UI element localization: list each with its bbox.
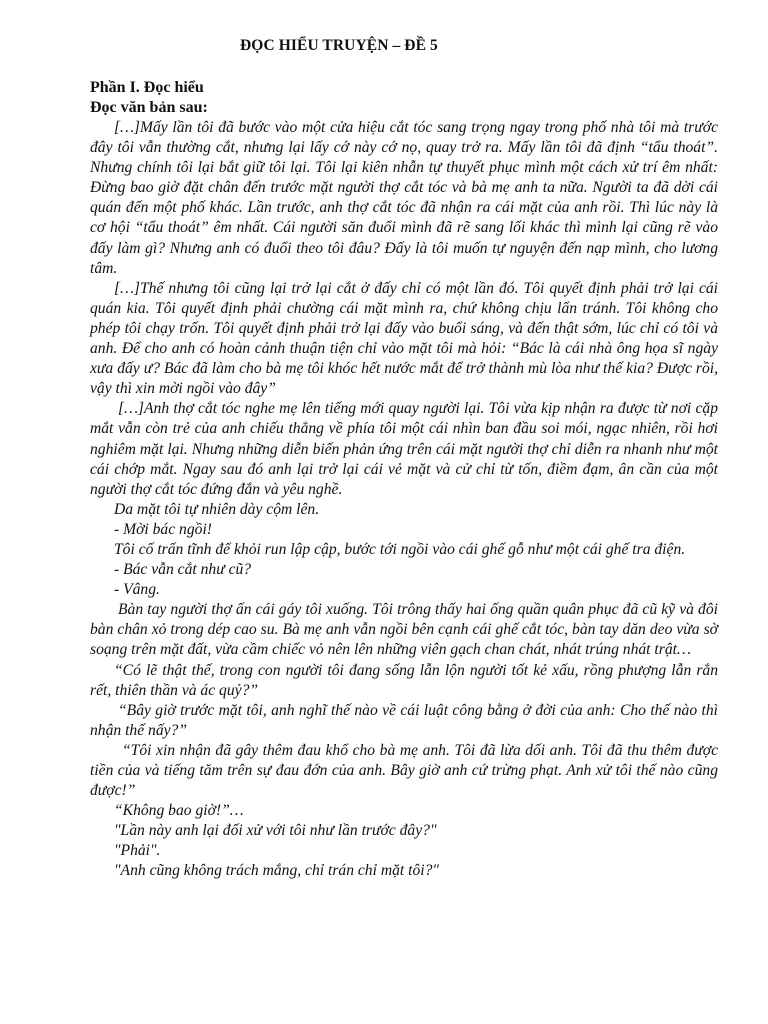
paragraph: "Phải". (114, 842, 161, 860)
paragraph: - Bác vẫn cắt như cũ? (114, 561, 252, 579)
paragraph: - Mời bác ngồi! (114, 520, 212, 538)
document-title: ĐỌC HIỂU TRUYỆN – ĐỀ 5 (240, 37, 438, 54)
paragraph: […]Mấy lần tôi đã bước vào một cửa hiệu cắt tóc sang trọng ngay trong phố nhà tôi mà trước đây tôi vẫn thường cắt, nhưng lại lấy cớ này cớ nọ, quay trở ra. Mấy lần tôi đã định “tẩu thoát”. Nhưng chính tôi lại bắt giữ tôi lại. Tôi lại kiên nhẫn tự thuyết phục mình một cách xử trí êm nhất: Đừng bao giờ đặt chân đến trước mặt người thợ cắt tóc và bà mẹ anh ta nữa. Người ta đã dời cái quán đến một phố khác. Lần trước, anh thợ cắt tóc đã nhận ra cái mặt của anh rồi. Thì lúc này là cơ hội “tẩu thoát” êm nhất. Cái người săn đuổi mình đã rẽ sang lối khác thì mình lại cũng rẽ vào đấy làm gì? Nhưng anh có đuổi theo tôi đâu? Đấy là tôi muốn tự nguyện đến nạp mình, cho lương tâm. (90, 119, 718, 277)
paragraph: “Không bao giờ!”… (114, 802, 244, 820)
paragraph: - Vâng. (114, 581, 160, 599)
paragraph: […]Anh thợ cắt tóc nghe mẹ lên tiếng mới quay người lại. Tôi vừa kịp nhận ra được từ nơi cặp mắt vẫn còn trẻ của anh chiếu thẳng về phía tôi một cái nhìn ban đầu soi mói, ngạc nhiên, rồi hơi nghiêm mặt lại. Nhưng những diễn biến phản ứng trên cái mặt người thợ chỉ diễn ra nhanh như một cái chớp mắt. Ngay sau đó anh lại trở lại cái vẻ mặt và cử chỉ từ tốn, điềm đạm, ân cần của một người thợ cắt tóc đứng đắn và yêu nghề. (90, 400, 718, 498)
part-heading: Phần I. Đọc hiểu (90, 79, 204, 96)
paragraph: “Có lẽ thật thế, trong con người tôi đang sống lẫn lộn người tốt kẻ xấu, rồng phượng lẫn rắn rết, thiên thần và ác quỷ?” (90, 661, 718, 699)
document-page (90, 36, 718, 882)
paragraph: Bàn tay người thợ ấn cái gáy tôi xuống. Tôi trông thấy hai ống quần quân phục đã cũ kỹ và đôi bàn chân xỏ trong dép cao su. Bà mẹ anh vẫn ngồi bên cạnh cái ghế cắt tóc, bàn tay dăn deo vừa sờ soạng trên mặt đất, vừa cầm chiếc vỏ nên lên những viên gạch chan chát, nhát trúng nhát trật… (90, 601, 718, 659)
paragraph: Tôi cố trấn tĩnh để khỏi run lập cập, bước tới ngồi vào cái ghế gỗ như một cái ghế tra điện. (114, 540, 686, 558)
instruction-heading: Đọc văn bản sau: (90, 99, 208, 116)
paragraph: "Anh cũng không trách mắng, chỉ trán chỉ mặt tôi?" (114, 862, 439, 880)
paragraph: “Bây giờ trước mặt tôi, anh nghĩ thế nào về cái luật công bằng ở đời của anh: Cho thế nào thì nhận thế nấy?” (90, 701, 718, 739)
passage-text (90, 118, 718, 882)
paragraph: […]Thế nhưng tôi cũng lại trở lại cắt ở đấy chỉ có một lần đó. Tôi quyết định phải trở lại cái quán kia. Tôi quyết định phải chường cái mặt mình ra, chứ không chịu lẩn tránh. Tôi không cho phép tôi chạy trốn. Tôi quyết định phải trở lại đấy vào buổi sáng, và đến thật sớm, lúc chỉ có tôi và anh. Để cho anh có hoàn cảnh thuận tiện chỉ vào mặt tôi mà hỏi: “Bác là cái nhà ông họa sĩ ngày xưa đấy ư? Bác đã làm cho bà mẹ tôi khóc hết nước mắt để trở thành mù lòa như thế kia? Được rồi, vậy thì xin mời ngồi vào đây” (90, 279, 718, 398)
paragraph: “Tôi xin nhận đã gây thêm đau khổ cho bà mẹ anh. Tôi đã lừa dối anh. Tôi đã thu thêm được tiền của và tiếng tăm trên sự đau đớn của anh. Bây giờ anh cứ trừng phạt. Anh xử tôi thế nào cũng được!” (90, 741, 718, 800)
paragraph: "Lần này anh lại đối xử với tôi như lần trước đây?" (114, 822, 437, 840)
paragraph: Da mặt tôi tự nhiên dày cộm lên. (114, 500, 320, 518)
